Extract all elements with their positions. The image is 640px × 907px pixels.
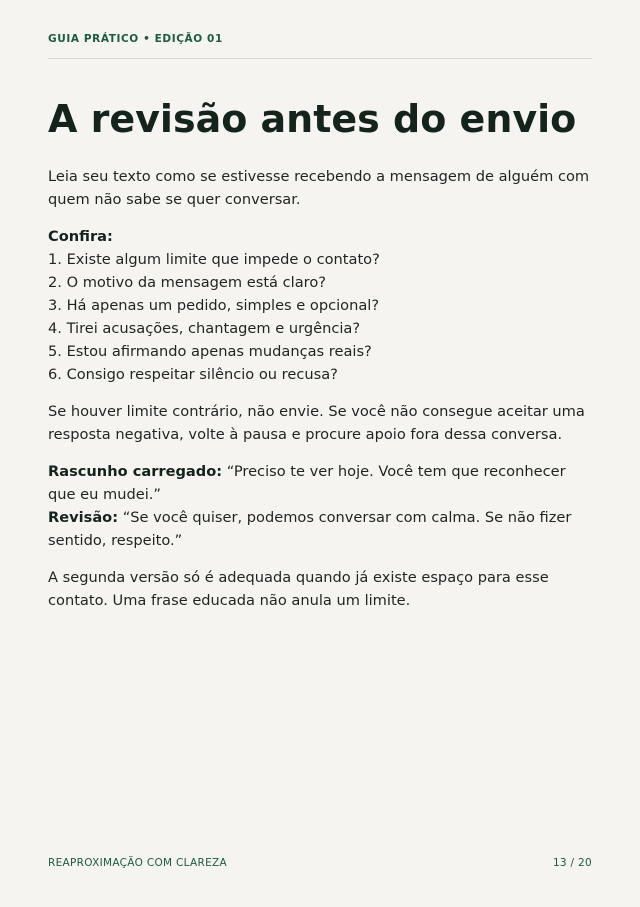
draft-label: Rascunho carregado: bbox=[48, 463, 223, 480]
footer-page-number: 13 / 20 bbox=[552, 857, 592, 869]
warning-paragraph: Se houver limite contrário, não envie. Se você não consegue aceitar uma resposta negativa, volte à pausa e procure apoio fora dessa conversa. bbox=[48, 403, 585, 443]
checklist-item: 3. Há apenas um pedido, simples e opcional? bbox=[48, 297, 380, 314]
footer-series-title: REAPROXIMAÇÃO COM CLAREZA bbox=[48, 857, 228, 869]
example-block bbox=[48, 460, 592, 552]
header-divider bbox=[48, 58, 592, 59]
checklist-item: 2. O motivo da mensagem está claro? bbox=[48, 274, 327, 291]
checklist-heading: Confira: bbox=[48, 228, 113, 245]
draft-text: “Preciso te ver hoje. Você tem que reconhecer que eu mudei.” bbox=[48, 463, 566, 503]
closing-paragraph: A segunda versão só é adequada quando já existe espaço para esse contato. Uma frase educada não anula um limite. bbox=[48, 569, 549, 609]
header-kicker: GUIA PRÁTICO • EDIÇÃO 01 bbox=[48, 33, 223, 45]
revision-example bbox=[48, 506, 592, 552]
checklist-item: 5. Estou afirmando apenas mudanças reais? bbox=[48, 343, 372, 360]
page-title: A revisão antes do envio bbox=[48, 97, 577, 141]
checklist bbox=[48, 225, 592, 386]
checklist-item: 4. Tirei acusações, chantagem e urgência? bbox=[48, 320, 361, 337]
revision-label: Revisão: bbox=[48, 509, 119, 526]
checklist-item: 1. Existe algum limite que impede o contato? bbox=[48, 251, 380, 268]
revision-text: “Se você quiser, podemos conversar com calma. Se não fizer sentido, respeito.” bbox=[48, 509, 572, 549]
intro-paragraph: Leia seu texto como se estivesse recebendo a mensagem de alguém com quem não sabe se quer conversar. bbox=[48, 168, 590, 208]
checklist-item: 6. Consigo respeitar silêncio ou recusa? bbox=[48, 366, 338, 383]
draft-example bbox=[48, 460, 592, 506]
article-body bbox=[48, 165, 592, 626]
